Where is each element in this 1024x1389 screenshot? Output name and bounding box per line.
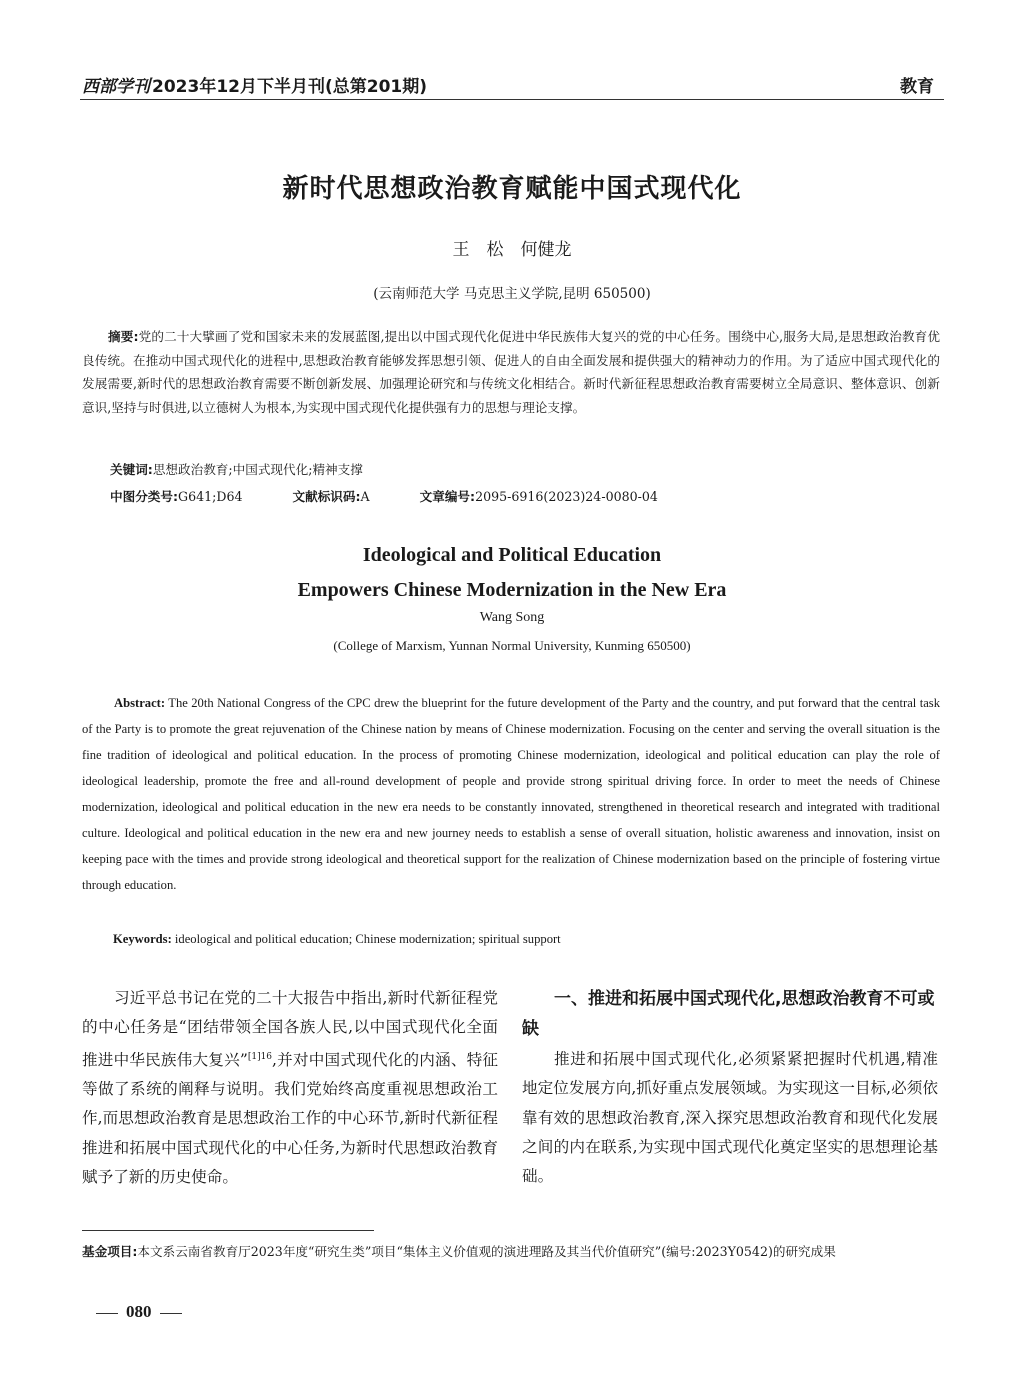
article-number [420, 489, 658, 504]
keywords-cn-text: 思想政治教育;中国式现代化;精神支撑 [152, 462, 363, 477]
title-en-line2: Empowers Chinese Modernization in the New Era [297, 579, 727, 601]
page-dash-left [96, 1313, 118, 1314]
article-label: 文章编号: [419, 489, 476, 504]
keywords-en-label: Keywords: [113, 932, 172, 946]
body-right-column: 推进和拓展中国式现代化,必须紧紧把握时代机遇,精准地定位发展方向,抓好重点发展领域。为实现这一目标,必须依靠有效的思想政治教育,深入探究思想政治教育和现代化发展之间的内在联系,为实现中国式现代化奠定坚实的思想理论基础。 [522, 1050, 938, 1186]
header-rule [80, 99, 944, 100]
abstract-en [82, 690, 940, 898]
abstract-cn-label: 摘要: [108, 329, 139, 344]
abstract-en-text: The 20th National Congress of the CPC drew the blueprint for the future development of the Party and the country, and put forward that the central task of the Party is to promote the great rejuvenation of the Chinese nation by means of Chinese modernization. Focusing on the center and serving the overall situation is the fine tradition of ideological and political education. In the process of promoting Chinese modernization, ideological and political education can play the role of ideological leadership, promote the free and all-round development of people and provide strong spiritual driving force. In order to meet the needs of Chinese modernization, ideological and political education in the new era needs to be constantly innovated, strengthened in theoretical research and integrated with traditional culture. Ideological and political education in the new era and new journey needs to establish a sense of overall situation, holistic awareness and innovation, insist on keeping pace with the times and provide strong ideological and theoretical support for the realization of Chinese modernization based on the principle of fostering virtue through education. [82, 696, 941, 892]
abstract-cn-text: 党的二十大擘画了党和国家未来的发展蓝图,提出以中国式现代化促进中华民族伟大复兴的党的中心任务。围绕中心,服务大局,是思想政治教育优良传统。在推动中国式现代化的进程中,思想政治教育能够发挥思想引领、促进人的自由全面发展和提供强大的精神动力的作用。为了适应中国式现代化的发展需要,新时代的思想政治教育需要不断创新发展、加强理论研究和与传统文化相结合。新时代新征程思想政治教育需要树立全局意识、整体意识、创新意识,坚持与时俱进,以立德树人为根本,为实现中国式现代化提供强有力的思想与理论支撑。 [82, 329, 940, 415]
classification-row [110, 486, 704, 505]
journal-logo: 西部学刊 [82, 77, 150, 97]
paper-title-en [0, 538, 1024, 608]
abstract-en-label: Abstract: [114, 696, 166, 710]
running-header-issue [82, 72, 427, 97]
keywords-en-text: ideological and political education; Chinese modernization; spiritual support [174, 932, 561, 946]
affiliation-cn: (云南师范大学 马克思主义学院,昆明 650500) [373, 286, 651, 302]
funding-footnote [82, 1240, 942, 1264]
author-en: Wang Song [479, 610, 545, 625]
keywords-cn-label: 关键词: [110, 462, 153, 477]
body-left-text-1: 习近平总书记在党的二十大报告中指出,新时代新征程党的中心任务是“团结带领全国各族人民,以中国式现代化全面推进中华民族伟大复兴” [82, 989, 498, 1069]
keywords-en [113, 932, 561, 947]
clc-value: G641;D64 [178, 489, 243, 504]
abstract-cn [82, 325, 940, 419]
funding-text: 本文系云南省教育厅2023年度“研究生类”项目“集体主义价值观的演进理路及其当代价值研究”(编号:2023Y0542)的研究成果 [137, 1244, 836, 1259]
running-header-section: 教育 [900, 77, 934, 97]
page-number-value: 080 [126, 1302, 152, 1321]
document-code [293, 489, 370, 504]
issue-label: 2023年12月下半月刊(总第201期) [152, 77, 427, 97]
authors-cn: 王 松 何健龙 [452, 240, 572, 260]
keywords-cn [110, 459, 363, 478]
body-left-text-2: ,并对中国式现代化的内涵、特征等做了系统的阐释与说明。我们党始终高度重视思想政治工作,而思想政治教育是思想政治工作的中心环节,新时代新征程推进和拓展中国式现代化的中心任务,为新时代思想政治教育赋予了新的历史使命。 [82, 1050, 498, 1186]
title-en-line1: Ideological and Political Education [362, 544, 662, 566]
section-heading: 一、推进和拓展中国式现代化,思想政治教育不可或缺 [522, 989, 935, 1039]
citation-ref: [1]16 [247, 1051, 273, 1062]
body-left-column [82, 984, 498, 1192]
page-dash-right [160, 1313, 182, 1314]
clc-label: 中图分类号: [110, 489, 179, 504]
doc-value: A [360, 489, 370, 504]
affiliation-en: (College of Marxism, Yunnan Normal University, Kunming 650500) [333, 638, 691, 653]
paper-title-cn: 新时代思想政治教育赋能中国式现代化 [282, 174, 742, 204]
article-value: 2095-6916(2023)24-0080-04 [475, 489, 658, 504]
funding-label: 基金项目: [82, 1244, 138, 1259]
doc-label: 文献标识码: [292, 489, 361, 504]
page-number [88, 1302, 190, 1322]
clc-number [110, 489, 242, 504]
footnote-rule [82, 1230, 374, 1231]
